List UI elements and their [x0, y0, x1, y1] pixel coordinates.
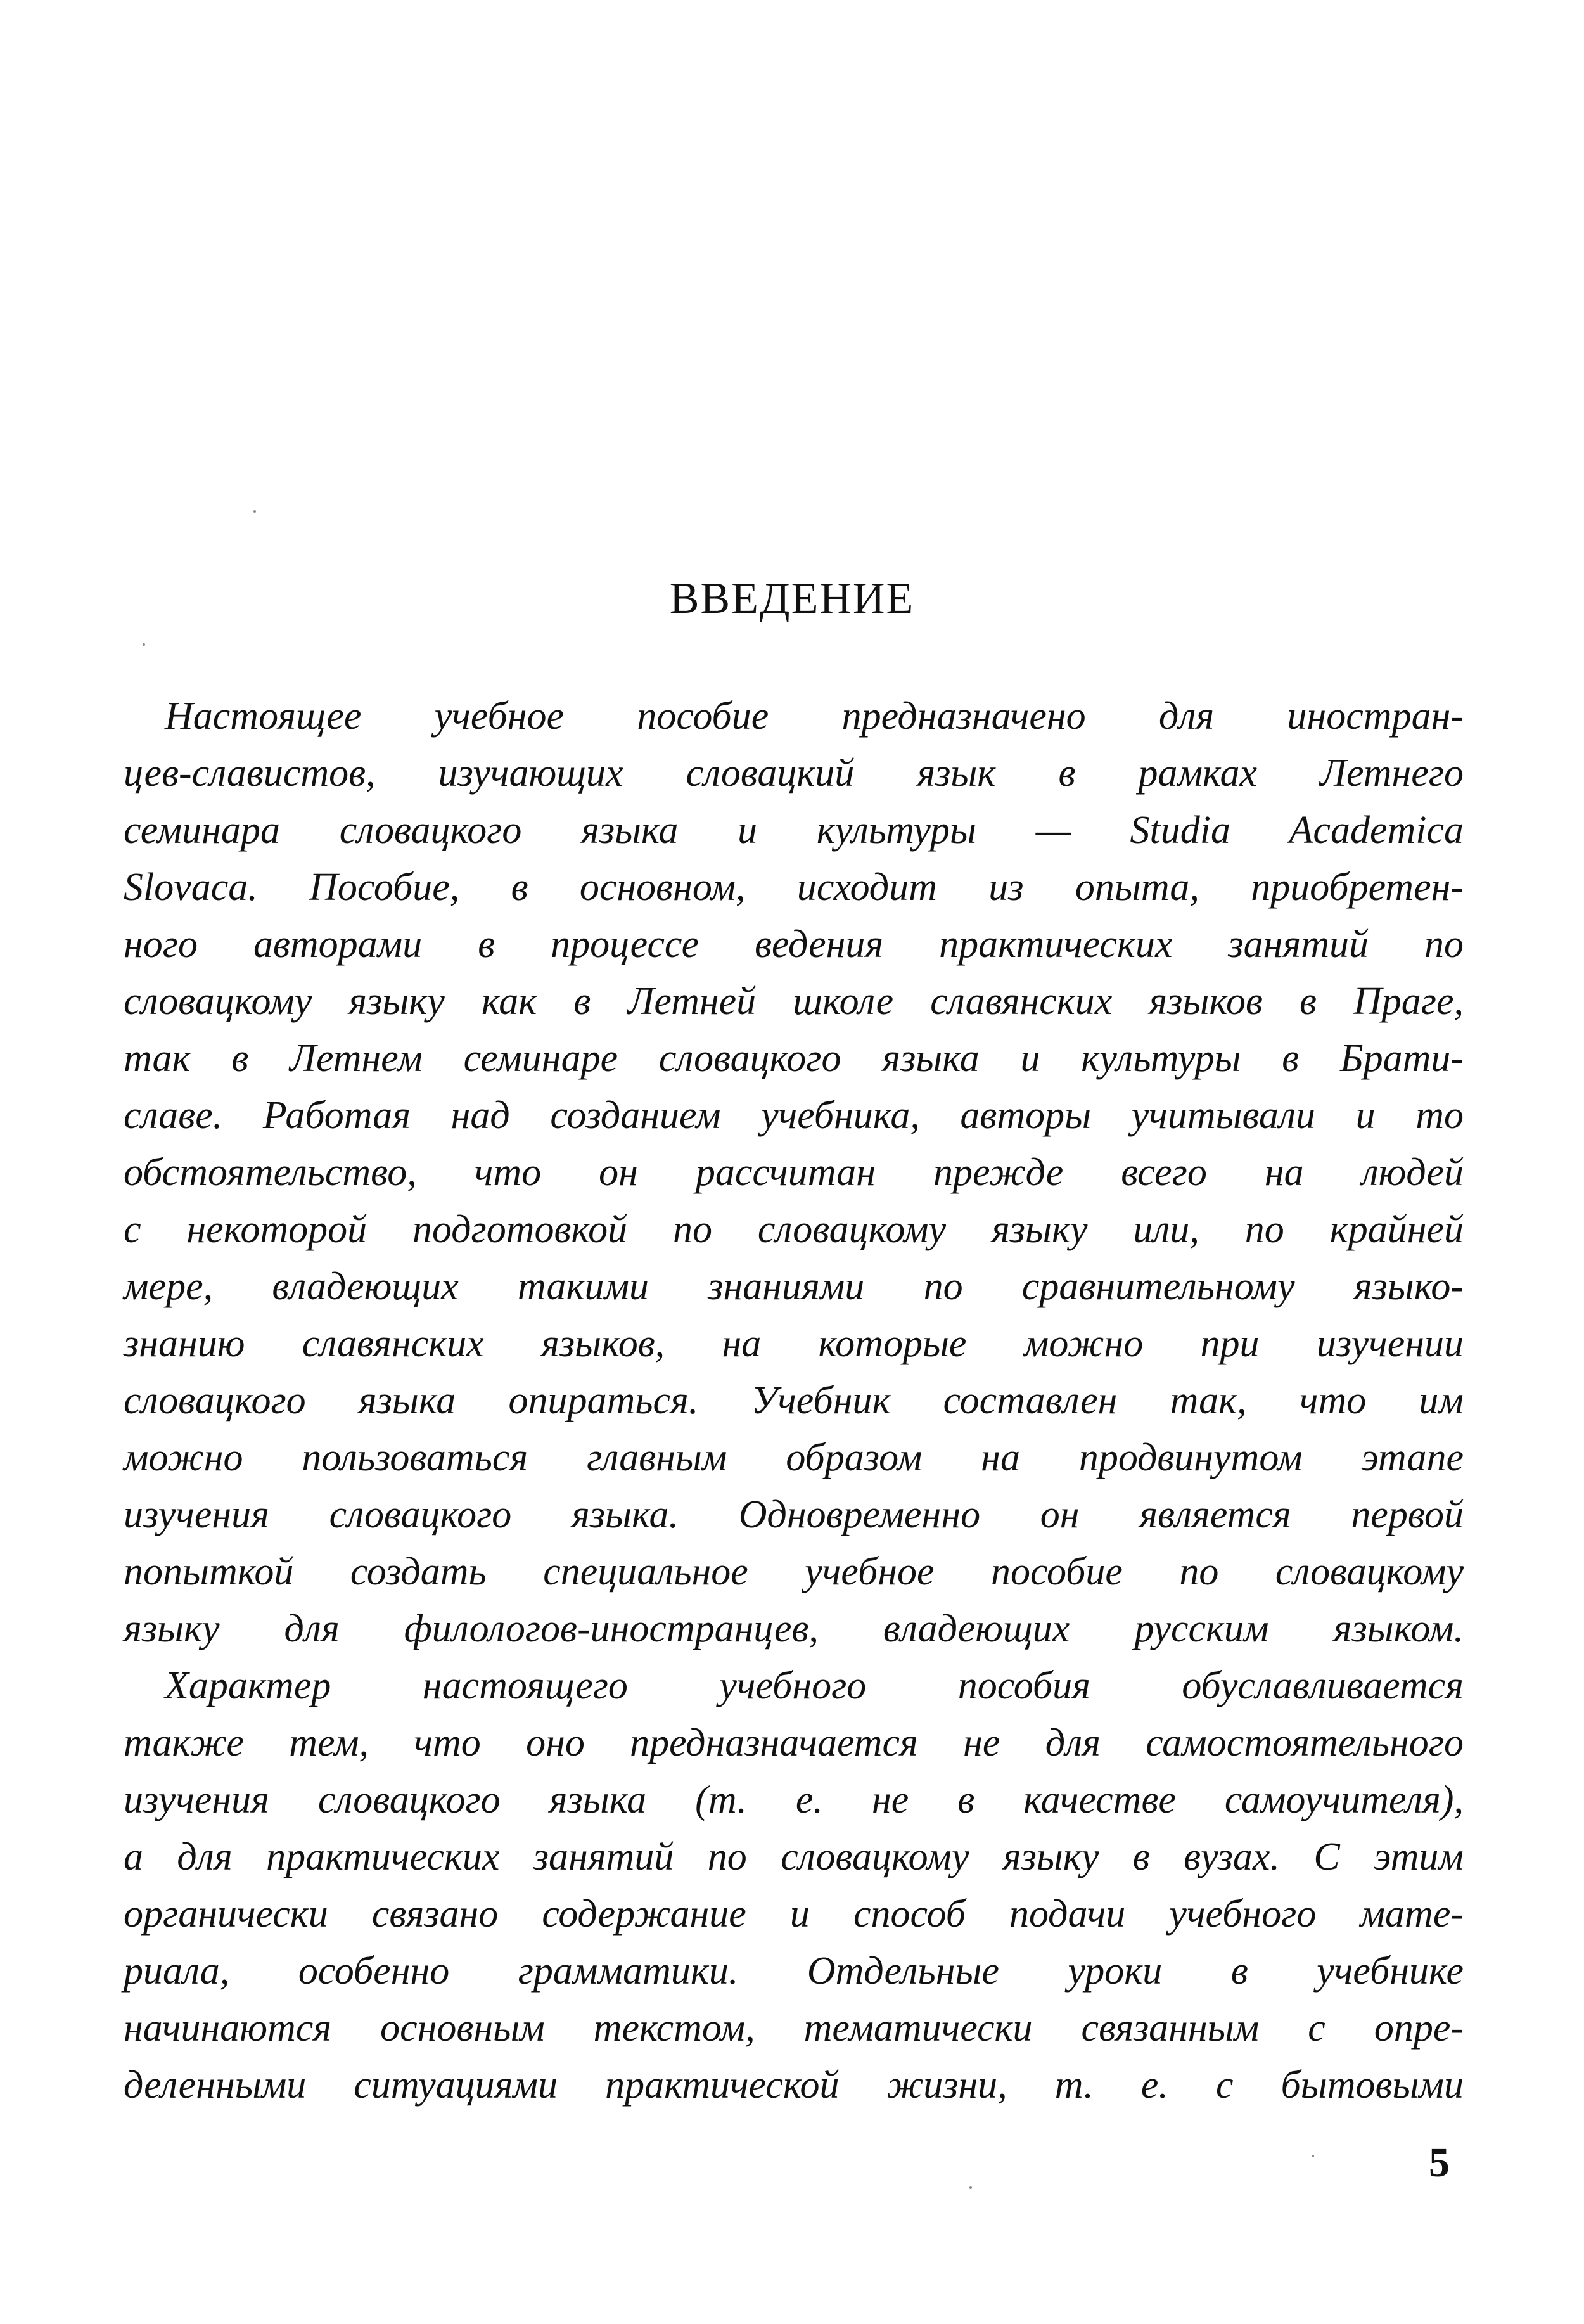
text-line: славе. Работая над созданием учебника, авторы учитывали и то — [124, 1094, 1464, 1137]
scan-speck — [969, 2186, 972, 2189]
scan-speck — [253, 510, 256, 513]
text-line: мере, владеющих такими знаниями по сравнительному языко- — [124, 1265, 1464, 1308]
text-line: языку для филологов-иностранцев, владеющих русским языком. — [124, 1607, 1464, 1650]
text-line: изучения словацкого языка (т. е. не в качестве самоучителя), — [124, 1778, 1464, 1821]
text-line: деленными ситуациями практической жизни, т. е. с бытовыми — [124, 2064, 1464, 2107]
text-line: попыткой создать специальное учебное пособие по словацкому — [124, 1550, 1464, 1593]
text-line: словацкого языка опираться. Учебник составлен так, что им — [124, 1379, 1464, 1422]
text-line: Slovaca. Пособие, в основном, исходит из опыта, приобретен- — [124, 866, 1464, 909]
text-line: знанию славянских языков, на которые можно при изучении — [124, 1322, 1464, 1365]
scan-speck — [143, 643, 145, 646]
text-line: можно пользоваться главным образом на продвинутом этапе — [124, 1436, 1464, 1479]
page-number: 5 — [1429, 2140, 1450, 2186]
text-line: цев-славистов, изучающих словацкий язык в рамках Летнего — [124, 752, 1464, 795]
scan-speck — [1312, 2155, 1314, 2157]
text-line: риала, особенно грамматики. Отдельные уроки в учебнике — [124, 1949, 1464, 1993]
text-line: словацкому языку как в Летней школе славянских языков в Праге, — [124, 980, 1464, 1023]
text-line: а для практических занятий по словацкому языку в вузах. С этим — [124, 1835, 1464, 1878]
text-line: органически связано содержание и способ подачи учебного мате- — [124, 1892, 1464, 1936]
text-line: обстоятельство, что он рассчитан прежде всего на людей — [124, 1151, 1464, 1194]
text-line: так в Летнем семинаре словацкого языка и культуры в Брати- — [124, 1037, 1464, 1080]
text-line: Настоящее учебное пособие предназначено для иностран- — [165, 695, 1464, 738]
text-line: начинаются основным текстом, тематически связанным с опре- — [124, 2006, 1464, 2050]
page-title: ВВЕДЕНИЕ — [669, 574, 915, 623]
text-line: ного авторами в процессе ведения практических занятий по — [124, 923, 1464, 966]
text-line: с некоторой подготовкой по словацкому языку или, по крайней — [124, 1208, 1464, 1251]
text-line: семинара словацкого языка и культуры — Studia Academica — [124, 809, 1464, 852]
text-line: Характер настоящего учебного пособия обуславливается — [165, 1664, 1464, 1707]
body-text — [124, 688, 1464, 2114]
text-line: изучения словацкого языка. Одновременно он является первой — [124, 1493, 1464, 1536]
text-line: также тем, что оно предназначается не для самостоятельного — [124, 1721, 1464, 1764]
